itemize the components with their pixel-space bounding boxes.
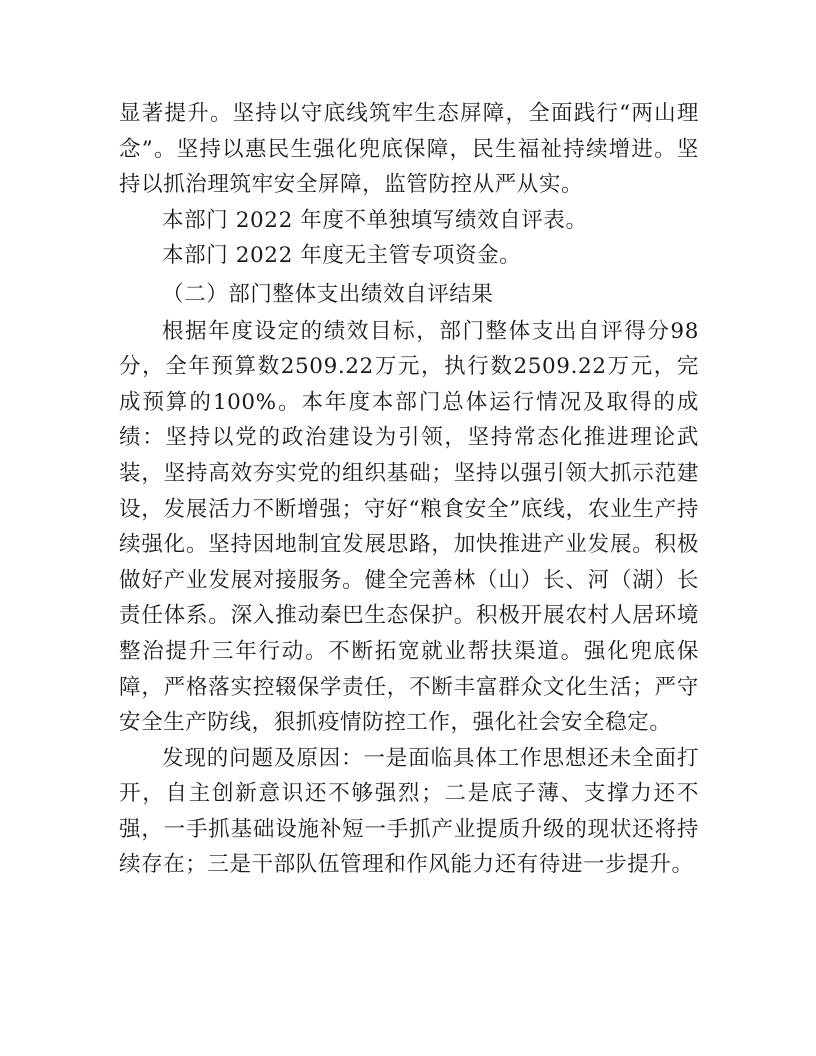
paragraph-no-self-eval-form: 本部门 2022 年度不单独填写绩效自评表。 <box>162 207 588 233</box>
paragraph-no-special-funds: 本部门 2022 年度无主管专项资金。 <box>162 243 522 269</box>
paragraph-evaluation-result: 根据年度设定的绩效目标，部门整体支出自评得分98分，全年预算数2509.22万元，执行数2509.22万元，完成预算的100%。本年度本部门总体运行情况及取得的成绩：坚持以党的政治建设为引领，坚持常态化推进理论武装，坚持高效夯实党的组织基础；坚持以强引领大抓示范建设，发展活力不断增强；守好“粮食安全”底线，农业生产持续强化。坚持因地制宜发展思路，加快推进产业发展。积极做好产业发展对接服务。健全完善林（山）长、河（湖）长责任体系。深入推动秦巴生态保护。积极开展农村人居环境整治提升三年行动。不断拓宽就业帮扶渠道。强化兜底保障，严格落实控辍保学责任，不断丰富群众文化生活；严守安全生产防线，狠抓疫情防控工作，强化社会安全稳定。 <box>119 318 699 736</box>
paragraph-problems: 发现的问题及原因：一是面临具体工作思想还未全面打开，自主创新意识还不够强烈；二是底子薄、支撑力还不强，一手抓基础设施补短一手抓产业提质升级的现状还将持续存在；三是干部队伍管理和作风能力还有待进一步提升。 <box>119 745 699 878</box>
document-body <box>119 96 699 883</box>
paragraph-continuation: 显著提升。坚持以守底线筑牢生态屏障，全面践行“两山理念”。坚持以惠民生强化兜底保障，民生福祉持续增进。坚持以抓治理筑牢安全屏障，监管防控从严从实。 <box>119 101 699 198</box>
section-heading: （二）部门整体支出绩效自评结果 <box>162 281 494 307</box>
